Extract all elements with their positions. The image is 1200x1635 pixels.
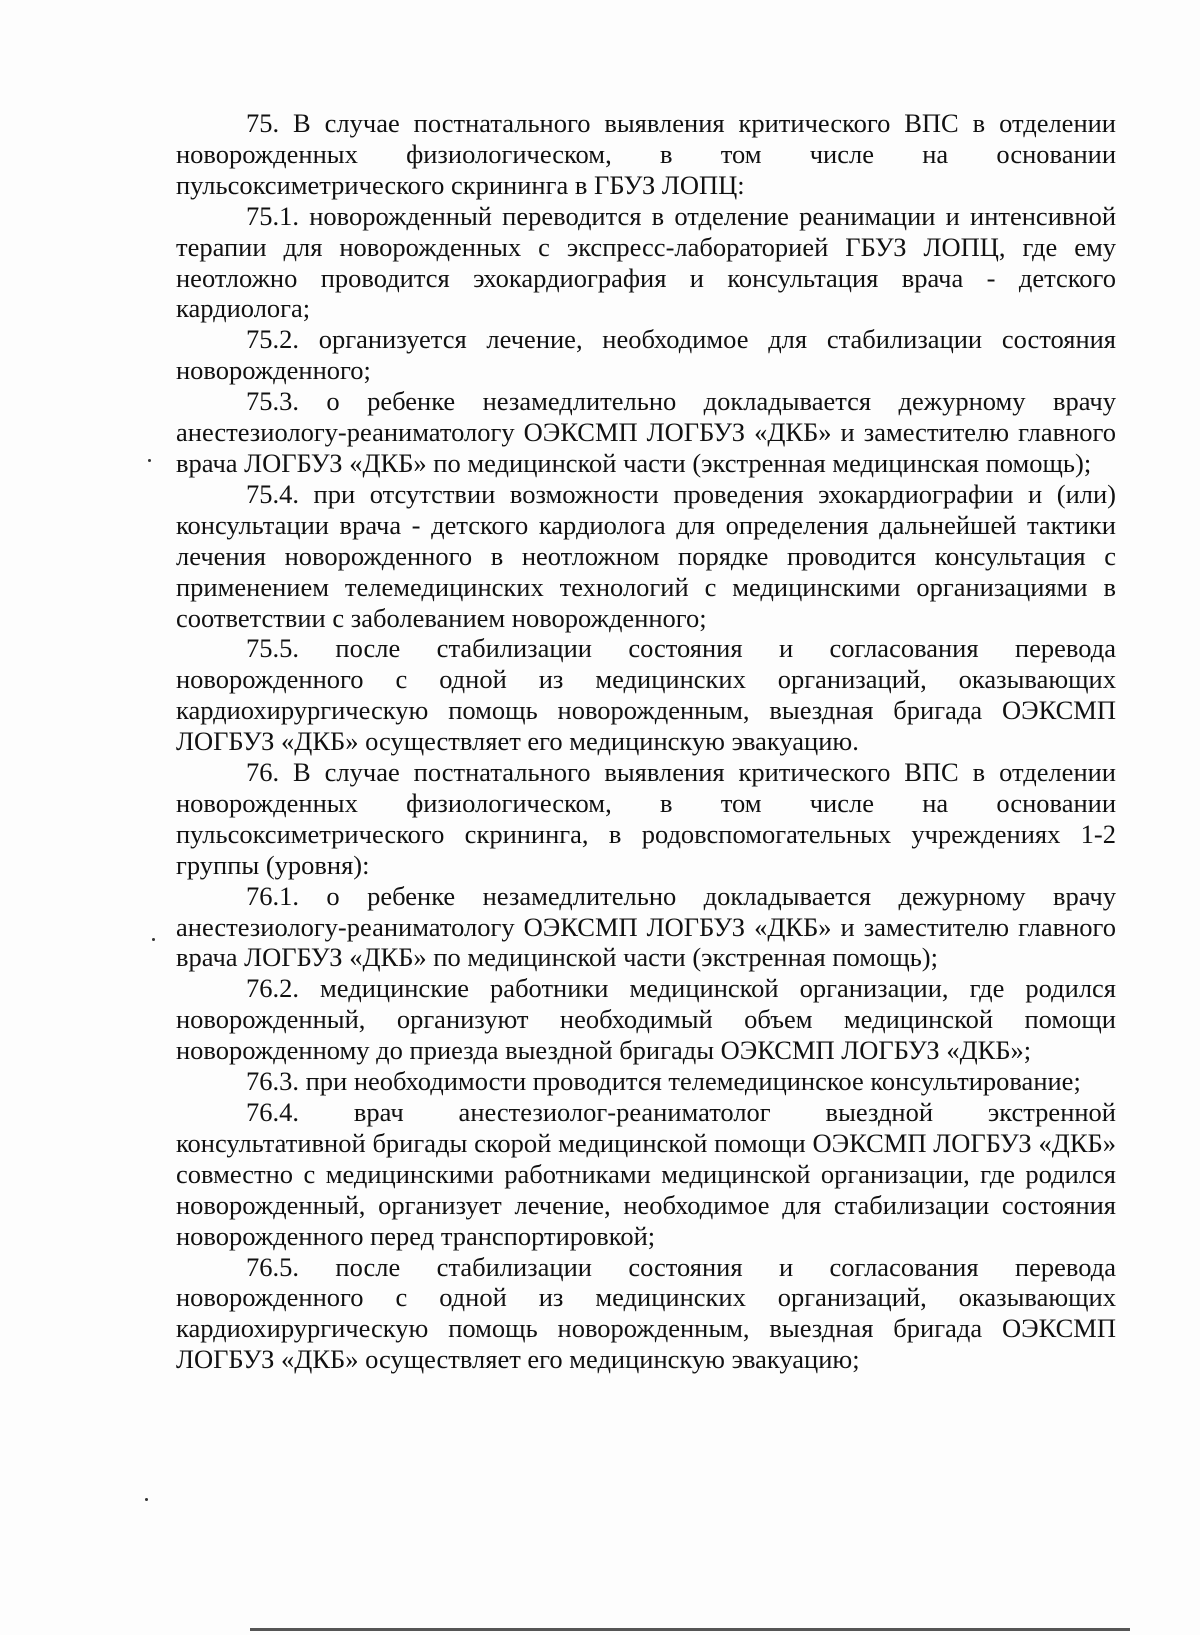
scan-speck [145,1498,148,1501]
scan-speck [152,938,155,941]
paragraph-76-5: 76.5. после стабилизации состояния и согласования перевода новорожденного с одной из медицинских организаций, оказывающих кардиохирургическую помощь новорожденным, выездная бригада ОЭКСМП ЛОГБУЗ «ДКБ» осуществляет его медицинскую эвакуацию; [176,1251,1116,1375]
scan-speck [148,459,151,462]
scan-edge-line [250,1628,1130,1631]
paragraph-75-3: 75.3. о ребенке незамедлительно докладывается дежурному врачу анестезиологу-реаниматологу ОЭКСМП ЛОГБУЗ «ДКБ» и заместителю главного врача ЛОГБУЗ «ДКБ» по медицинской части (экстренная медицинская помощь); [176,386,1116,478]
paragraph-75-5: 75.5. после стабилизации состояния и согласования перевода новорожденного с одной из медицинских организаций, оказывающих кардиохирургическую помощь новорожденным, выездная бригада ОЭКСМП ЛОГБУЗ «ДКБ» осуществляет его медицинскую эвакуацию. [176,633,1116,757]
paragraph-76: 76. В случае постнатального выявления критического ВПС в отделении новорожденных физиологическом, в том числе на основании пульсоксиметрического скрининга, в родовспомогательных учреждениях 1-2 группы (уровня): [176,757,1116,880]
paragraph-75-2: 75.2. организуется лечение, необходимое для стабилизации состояния новорожденного; [176,324,1116,386]
paragraph-76-2: 76.2. медицинские работники медицинской организации, где родился новорожденный, организуют необходимый объем медицинской помощи новорожденному до приезда выездной бригады ОЭКСМП ЛОГБУЗ «ДКБ»; [176,973,1116,1066]
paragraph-75-4: 75.4. при отсутствии возможности проведения эхокардиографии и (или) консультации врача - детского кардиолога для определения дальнейшей тактики лечения новорожденного в неотложном порядке проводится консультация с применением телемедицинских технологий с медицинскими организациями в соответствии с заболеванием новорожденного; [176,478,1116,633]
paragraph-76-1: 76.1. о ребенке незамедлительно докладывается дежурному врачу анестезиологу-реаниматологу ОЭКСМП ЛОГБУЗ «ДКБ» и заместителю главного врача ЛОГБУЗ «ДКБ» по медицинской части (экстренная помощь); [176,880,1116,973]
document-body [176,108,1116,1375]
paragraph-76-4: 76.4. врач анестезиолог-реаниматолог выездной экстренной консультативной бригады скорой медицинской помощи ОЭКСМП ЛОГБУЗ «ДКБ» совместно с медицинскими работниками медицинской организации, где родился новорожденный, организует лечение, необходимое для стабилизации состояния новорожденного перед транспортировкой; [176,1097,1116,1251]
paragraph-75: 75. В случае постнатального выявления критического ВПС в отделении новорожденных физиологическом, в том числе на основании пульсоксиметрического скрининга в ГБУЗ ЛОПЦ: [176,108,1116,200]
paragraph-76-3: 76.3. при необходимости проводится телемедицинское консультирование; [246,1066,1081,1097]
paragraph-75-1: 75.1. новорожденный переводится в отделение реанимации и интенсивной терапии для новорожденных с экспресс-лабораторией ГБУЗ ЛОПЦ, где ему неотложно проводится эхокардиография и консультация врача - детского кардиолога; [176,200,1116,324]
